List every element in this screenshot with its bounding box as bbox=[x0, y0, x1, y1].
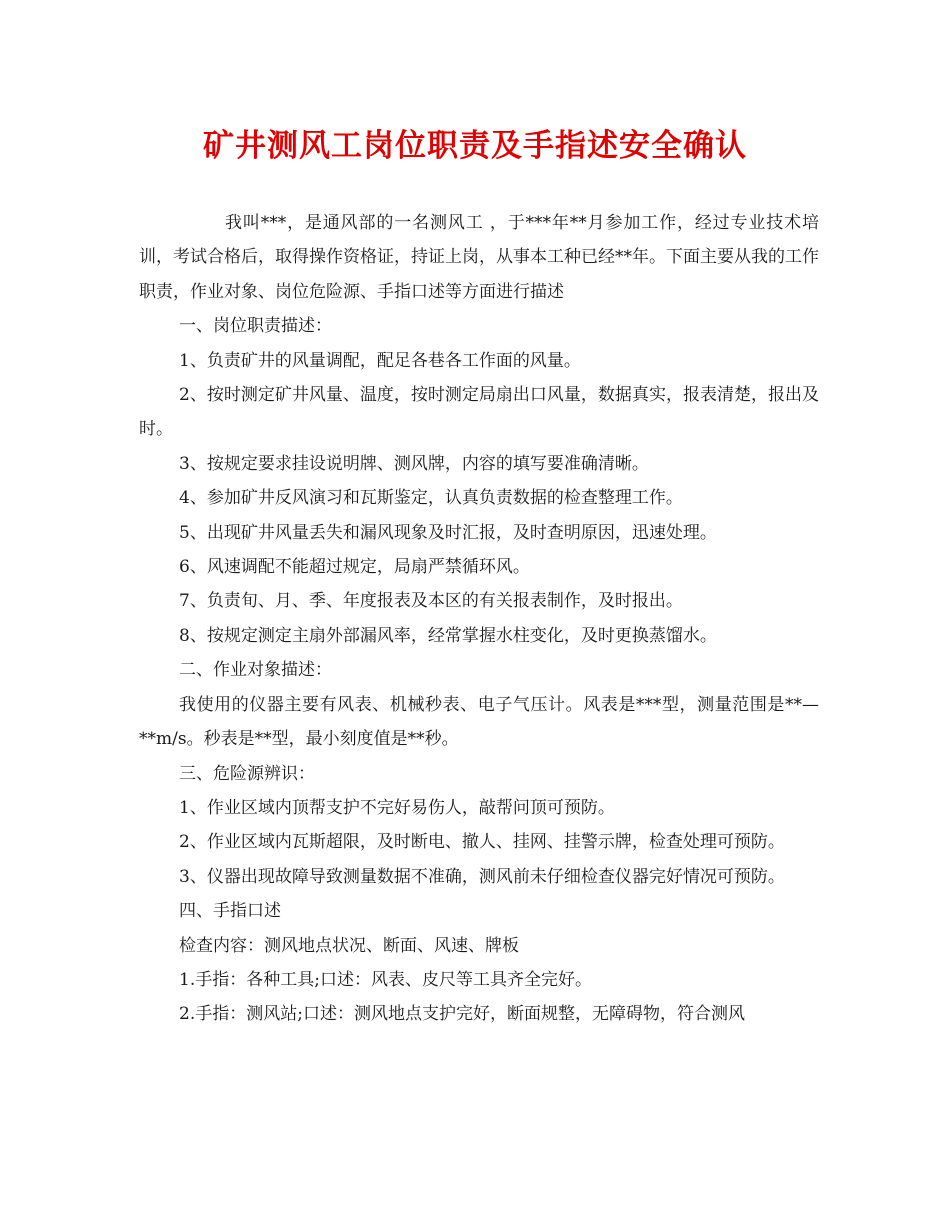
document-title: 矿井测风工岗位职责及手指述安全确认 bbox=[203, 128, 747, 164]
section4-heading: 四、手指口述 bbox=[179, 901, 281, 922]
section1-item-5: 5、出现矿井风量丢失和漏风现象及时汇报，及时查明原因，迅速处理。 bbox=[179, 522, 717, 543]
section2-text: 我使用的仪器主要有风表、机械秒表、电子气压计。风表是***型，测量范围是**—**m/s。秒表是**型，最小刻度值是**秒。 bbox=[139, 694, 819, 750]
document-body bbox=[139, 206, 819, 1032]
section1-item-2: 2、按时测定矿井风量、温度，按时测定局扇出口风量，数据真实，报表清楚，报出及时。 bbox=[139, 385, 819, 440]
section1-heading: 一、岗位职责描述： bbox=[179, 316, 332, 337]
section4-item-1: 1.手指：各种工具;口述：风表、皮尺等工具齐全完好。 bbox=[179, 969, 592, 990]
section1-item-7: 7、负责旬、月、季、年度报表及本区的有关报表制作，及时报出。 bbox=[179, 591, 683, 612]
section3-item-3: 3、仪器出现故障导致测量数据不准确，测风前未仔细检查仪器完好情况可预防。 bbox=[179, 866, 785, 887]
section1-item-8: 8、按规定测定主扇外部漏风率，经常掌握水柱变化，及时更换蒸馏水。 bbox=[179, 625, 717, 646]
section3-heading: 三、危险源辨识： bbox=[179, 763, 315, 784]
section1-item-1: 1、负责矿井的风量调配，配足各巷各工作面的风量。 bbox=[179, 350, 581, 371]
section2-heading: 二、作业对象描述： bbox=[179, 660, 332, 681]
section4-check: 检查内容：测风地点状况、断面、风速、牌板 bbox=[179, 935, 519, 956]
section3-item-1: 1、作业区域内顶帮支护不完好易伤人，敲帮问顶可预防。 bbox=[179, 797, 615, 818]
section4-item-2: 2.手指：测风站;口述：测风地点支护完好，断面规整，无障碍物，符合测风 bbox=[179, 1004, 745, 1025]
section1-item-4: 4、参加矿井反风演习和瓦斯鉴定，认真负责数据的检查整理工作。 bbox=[179, 488, 683, 509]
section3-item-2: 2、作业区域内瓦斯超限，及时断电、撤人、挂网、挂警示牌，检查处理可预防。 bbox=[179, 832, 785, 853]
intro-paragraph: 我叫***，是通风部的一名测风工 ，于***年**月参加工作，经过专业技术培训，考试合格后，取得操作资格证，持证上岗，从事本工种已经**年。下面主要从我的工作职责，作业对象、岗位危险源、手指口述等方面进行描述 bbox=[139, 213, 819, 302]
section1-item-3: 3、按规定要求挂设说明牌、测风牌，内容的填写要准确清晰。 bbox=[179, 453, 649, 474]
section1-item-6: 6、风速调配不能超过规定，局扇严禁循环风。 bbox=[179, 557, 530, 578]
